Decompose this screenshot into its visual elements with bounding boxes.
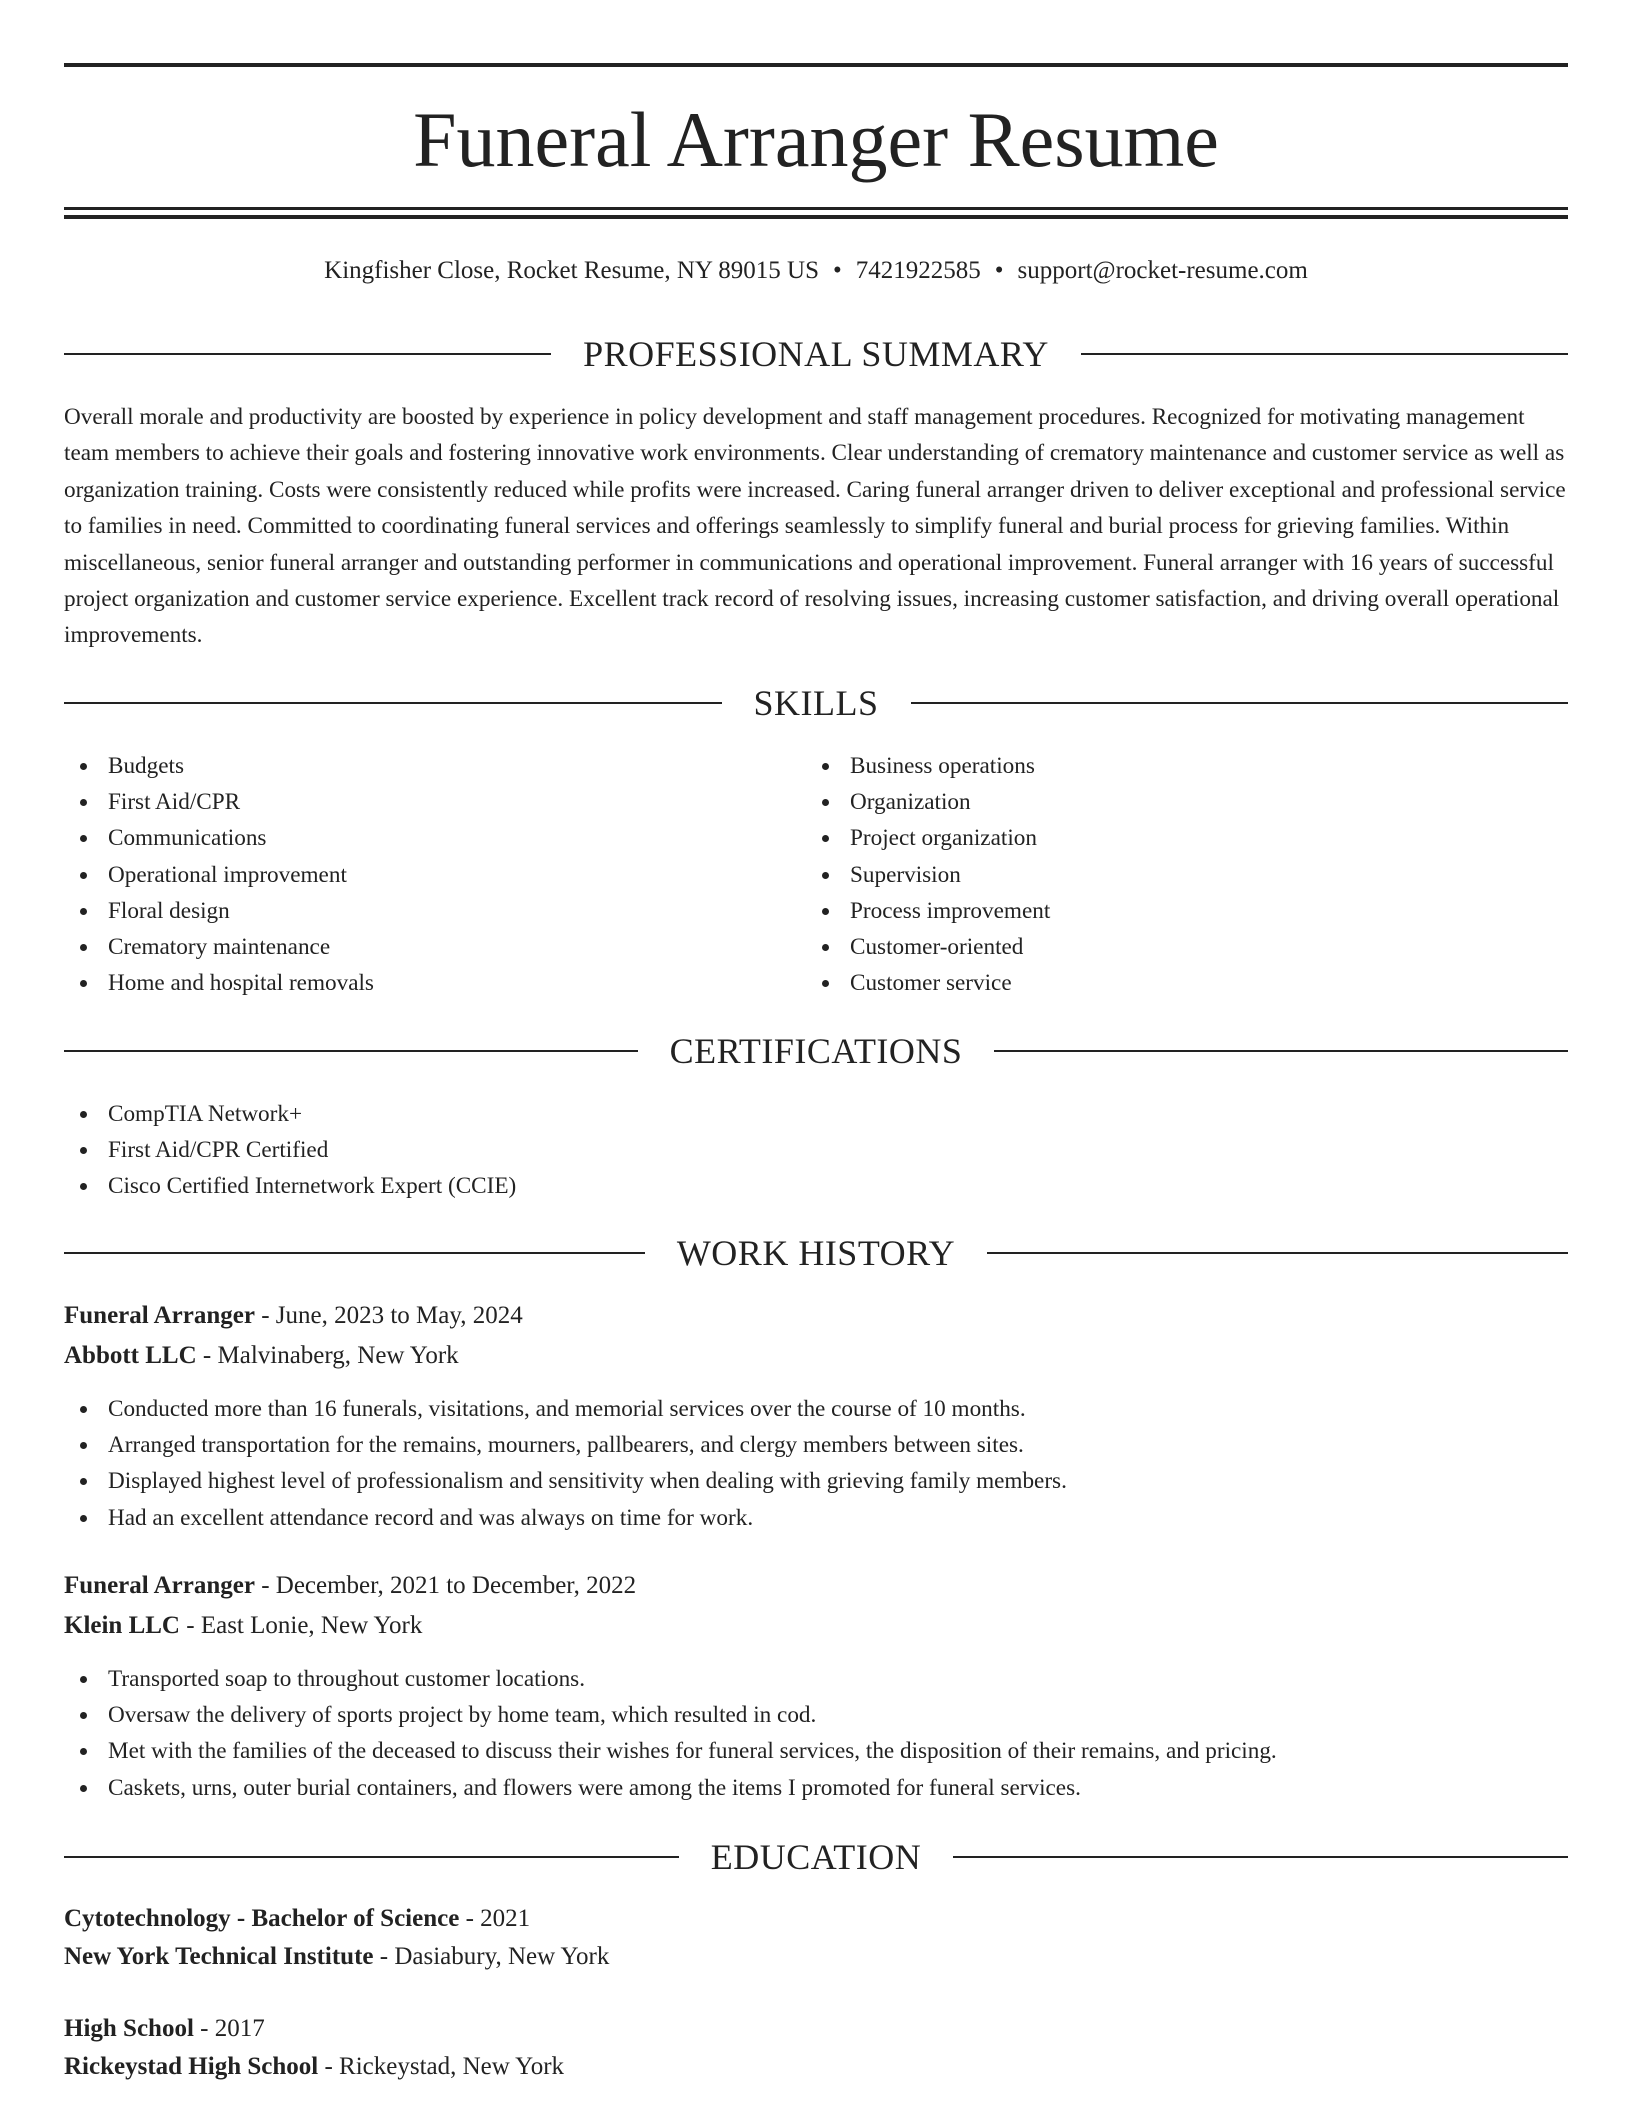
education-degree-line [64,1903,530,1935]
section-title-summary: PROFESSIONAL SUMMARY [583,334,1049,374]
heading-rule [64,1856,679,1858]
heading-rule [994,1050,1568,1052]
skill-item: Business operations [806,748,1050,784]
education-school-line [64,1941,609,1973]
education-year: - 2021 [459,1905,531,1932]
skill-item: Home and hospital removals [64,965,374,1001]
education-location: - Rickeystad, New York [318,2053,565,2080]
skill-item: Customer service [806,965,1050,1001]
contact-email: support@rocket-resume.com [1017,257,1308,284]
job-dates: - June, 2023 to May, 2024 [254,1302,523,1329]
header-top-rule [64,63,1568,67]
job-duty-item: Met with the families of the deceased to discuss their wishes for funeral services, the disposition of their remains, and pricing. [64,1733,1277,1769]
heading-rule [64,353,551,355]
heading-rule [64,702,722,704]
heading-rule [64,1252,645,1254]
resume-title: Funeral Arranger Resume [413,96,1219,183]
education-location: - Dasiabury, New York [373,1943,610,1970]
contact-address: Kingfisher Close, Rocket Resume, NY 89015 US [324,257,820,284]
section-title-certifications: CERTIFICATIONS [669,1031,963,1071]
section-heading-certifications [64,1031,1568,1071]
skill-item: Organization [806,784,1050,820]
skill-item: Project organization [806,820,1050,856]
skill-item: Communications [64,820,374,856]
section-heading-summary [64,334,1568,374]
education-school: Rickeystad High School [64,2053,319,2080]
job-company: Abbott LLC [64,1342,197,1369]
heading-rule [953,1856,1568,1858]
skill-item: Floral design [64,893,374,929]
section-heading-education [64,1837,1568,1877]
job-title-line [64,1570,636,1602]
job-duty-item: Oversaw the delivery of sports project by home team, which resulted in cod. [64,1697,1277,1733]
skill-item: Supervision [806,857,1050,893]
skill-item: Operational improvement [64,857,374,893]
certifications-list [64,1096,516,1205]
skills-list-left [64,748,374,1001]
contact-line [64,255,1568,287]
job-duty-item: Had an excellent attendance record and was always on time for work. [64,1500,1067,1536]
contact-separator: • [833,257,842,284]
job-title: Funeral Arranger [64,1572,255,1599]
education-degree-line [64,2013,265,2045]
skill-item: Budgets [64,748,374,784]
contact-separator: • [994,257,1004,284]
education-degree: Cytotechnology - Bachelor of Science [64,1905,460,1932]
section-heading-skills [64,683,1568,723]
skill-item: Process improvement [806,893,1050,929]
job-duty-item: Displayed highest level of professionalism and sensitivity when dealing with grieving family members. [64,1463,1067,1499]
contact-phone: 7421922585 [855,257,981,284]
education-school: New York Technical Institute [64,1943,374,1970]
skill-item: Crematory maintenance [64,929,374,965]
job-duty-item: Transported soap to throughout customer locations. [64,1661,1277,1697]
header-double-rule [64,207,1568,219]
job-duty-item: Caskets, urns, outer burial containers, and flowers were among the items I promoted for funeral services. [64,1770,1277,1806]
education-year: - 2017 [193,2015,265,2042]
job-company-line [64,1340,459,1372]
heading-rule [911,702,1569,704]
skill-item: Customer-oriented [806,929,1050,965]
job-title: Funeral Arranger [64,1302,255,1329]
job-location: - East Lonie, New York [180,1612,423,1639]
skill-item: First Aid/CPR [64,784,374,820]
certification-item: First Aid/CPR Certified [64,1132,516,1168]
job-duties-list [64,1661,1277,1806]
section-heading-work-history [64,1233,1568,1273]
job-duties-list [64,1391,1067,1536]
education-school-line [64,2051,564,2083]
job-duty-item: Conducted more than 16 funerals, visitations, and memorial services over the course of 10 months. [64,1391,1067,1427]
heading-rule [987,1252,1568,1254]
job-title-line [64,1300,523,1332]
education-degree: High School [64,2015,194,2042]
job-location: - Malvinaberg, New York [196,1342,459,1369]
job-company-line [64,1610,422,1642]
heading-rule [1081,353,1568,355]
job-duty-item: Arranged transportation for the remains, mourners, pallbearers, and clergy members between sites. [64,1427,1067,1463]
skills-list-right [806,748,1050,1001]
job-dates: - December, 2021 to December, 2022 [254,1572,637,1599]
certification-item: CompTIA Network+ [64,1096,516,1132]
summary-text: Overall morale and productivity are boosted by experience in policy development and staff management procedures. Recognized for motivating management team members to achieve their goals and fostering innovative work environments. Clear understanding of crematory maintenance and customer service as well as organization training. Costs were consistently reduced while profits were increased. Caring funeral arranger driven to deliver exceptional and professional service to families in need. Committed to coordinating funeral services and offerings seamlessly to simplify funeral and burial process for grieving families. Within miscellaneous, senior funeral arranger and outstanding performer in communications and operational improvement. Funeral arranger with 16 years of successful project organization and customer service experience. Excellent track record of resolving issues, increasing customer satisfaction, and driving overall operational improvements. [64,404,1566,649]
section-title-work-history: WORK HISTORY [676,1233,956,1273]
heading-rule [64,1050,638,1052]
section-title-skills: SKILLS [753,683,879,723]
certification-item: Cisco Certified Internetwork Expert (CCIE) [64,1168,516,1204]
section-title-education: EDUCATION [710,1837,922,1877]
job-company: Klein LLC [64,1612,180,1639]
